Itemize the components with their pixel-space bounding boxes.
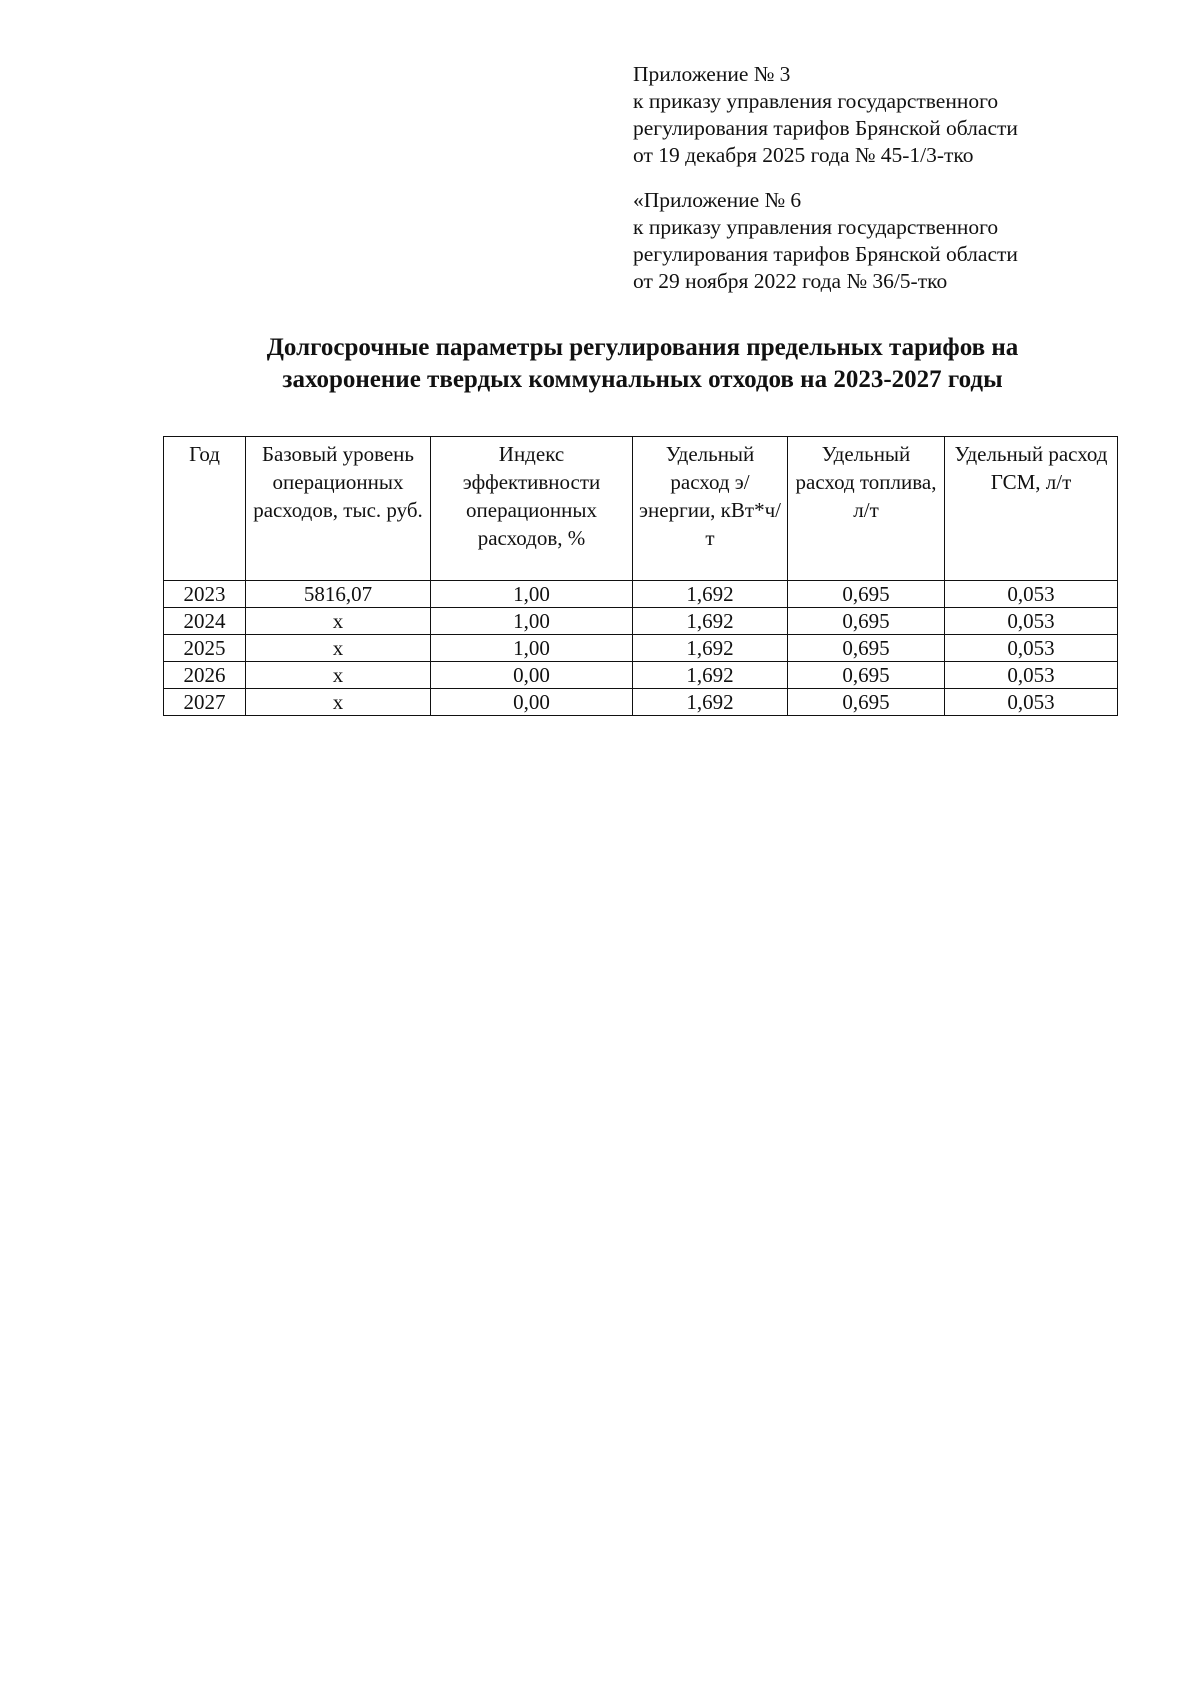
appendix-date-line: от 29 ноября 2022 года № 36/5-тко — [633, 269, 948, 293]
cell-fuel-rate: 0,695 — [788, 581, 945, 608]
cell-electricity-rate: 1,692 — [633, 662, 788, 689]
cell-year: 2024 — [164, 608, 246, 635]
cell-lubricants-rate: 0,053 — [945, 635, 1118, 662]
header-electricity-rate: Удельный расход э/энергии, кВт*ч/т — [633, 437, 788, 581]
appendix-number: Приложение № 3 — [633, 62, 791, 86]
table-row — [164, 608, 1118, 635]
header-base-opex: Базовый уровень операционных расходов, тыс. руб. — [246, 437, 431, 581]
cell-electricity-rate: 1,692 — [633, 608, 788, 635]
cell-efficiency-index: 1,00 — [431, 608, 633, 635]
appendix-authority-line: регулирования тарифов Брянской области — [633, 242, 1018, 266]
title-line-1: Долгосрочные параметры регулирования предельных тарифов на — [266, 334, 1019, 361]
cell-lubricants-rate: 0,053 — [945, 608, 1118, 635]
cell-fuel-rate: 0,695 — [788, 608, 945, 635]
cell-base-opex: х — [246, 608, 431, 635]
document-title — [160, 332, 1125, 396]
cell-lubricants-rate: 0,053 — [945, 581, 1118, 608]
parameters-table — [163, 436, 1118, 716]
table-header-row — [164, 437, 1118, 581]
table-row — [164, 635, 1118, 662]
title-line-2: захоронение твердых коммунальных отходов на 2023-2027 годы — [282, 366, 1003, 393]
cell-year: 2023 — [164, 581, 246, 608]
cell-year: 2027 — [164, 689, 246, 716]
cell-efficiency-index: 1,00 — [431, 635, 633, 662]
header-year: Год — [164, 437, 246, 581]
cell-base-opex: 5816,07 — [246, 581, 431, 608]
cell-base-opex: х — [246, 689, 431, 716]
cell-base-opex: х — [246, 662, 431, 689]
cell-efficiency-index: 1,00 — [431, 581, 633, 608]
appendix-order-line: к приказу управления государственного — [633, 215, 999, 239]
appendix-reference-current — [633, 61, 1153, 169]
cell-year: 2025 — [164, 635, 246, 662]
cell-fuel-rate: 0,695 — [788, 635, 945, 662]
cell-electricity-rate: 1,692 — [633, 689, 788, 716]
table-row — [164, 662, 1118, 689]
cell-electricity-rate: 1,692 — [633, 635, 788, 662]
appendix-number: «Приложение № 6 — [633, 188, 802, 212]
cell-year: 2026 — [164, 662, 246, 689]
cell-base-opex: х — [246, 635, 431, 662]
appendix-reference-original — [633, 187, 1153, 295]
cell-efficiency-index: 0,00 — [431, 689, 633, 716]
cell-lubricants-rate: 0,053 — [945, 662, 1118, 689]
appendix-order-line: к приказу управления государственного — [633, 89, 999, 113]
table-row — [164, 581, 1118, 608]
header-efficiency-index: Индекс эффективности операционных расходов, % — [431, 437, 633, 581]
appendix-authority-line: регулирования тарифов Брянской области — [633, 116, 1018, 140]
cell-lubricants-rate: 0,053 — [945, 689, 1118, 716]
header-fuel-rate: Удельный расход топлива, л/т — [788, 437, 945, 581]
cell-fuel-rate: 0,695 — [788, 662, 945, 689]
cell-electricity-rate: 1,692 — [633, 581, 788, 608]
header-lubricants-rate: Удельный расход ГСМ, л/т — [945, 437, 1118, 581]
cell-efficiency-index: 0,00 — [431, 662, 633, 689]
table-row — [164, 689, 1118, 716]
appendix-date-line: от 19 декабря 2025 года № 45-1/3-тко — [633, 143, 974, 167]
cell-fuel-rate: 0,695 — [788, 689, 945, 716]
